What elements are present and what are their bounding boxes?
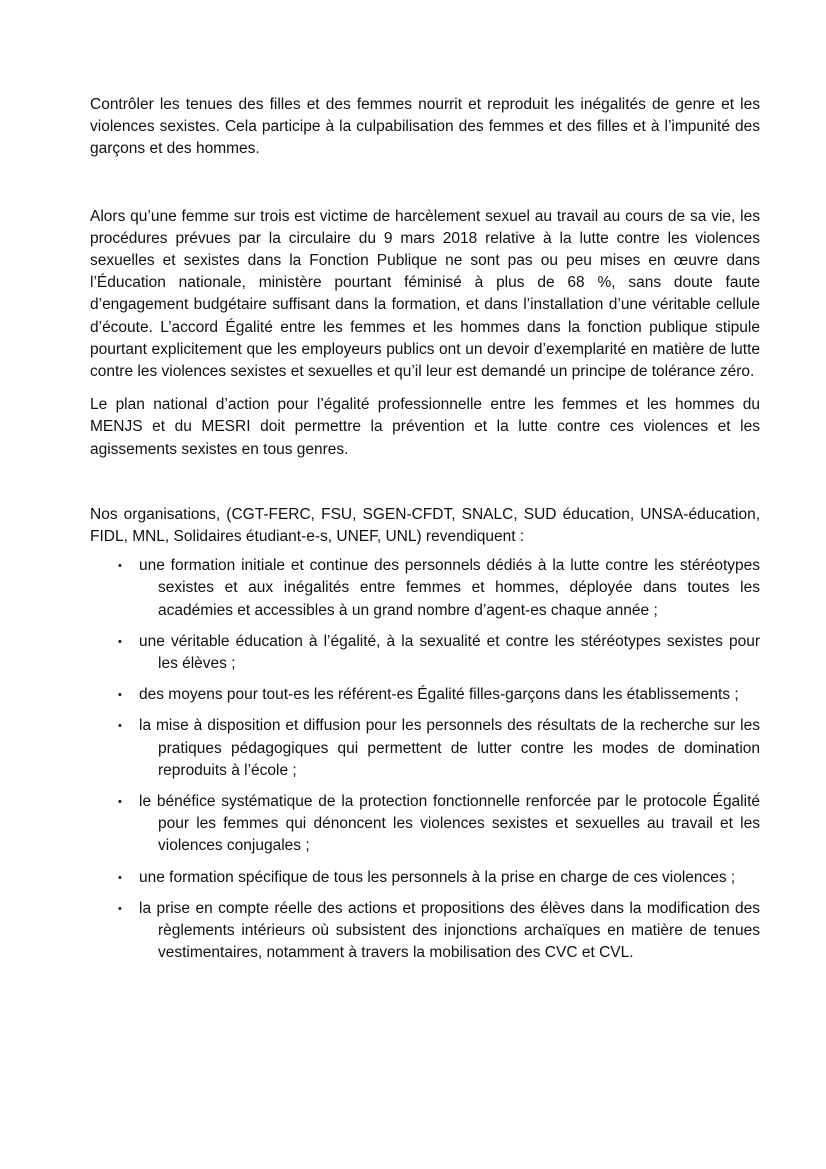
paragraph-organisations: Nos organisations, (CGT-FERC, FSU, SGEN-CFDT, SNALC, SUD éducation, UNSA-éducation, FIDL, MNL, Solidaires étudiant-e-s, UNEF, UNL) revendiquent : — [90, 505, 760, 546]
bullet-icon: • — [118, 871, 122, 884]
list-item-text: une formation initiale et continue des personnels dédiés à la lutte contre les stéréotypes sexistes et aux inégalités entre femmes et hommes, déployée dans toutes les académies et accessibles à un grand nombre d’agent-es chaque année ; — [139, 557, 760, 619]
list-item — [90, 867, 760, 889]
bullet-icon: • — [118, 689, 122, 702]
bullet-icon: • — [118, 635, 122, 648]
list-item — [90, 555, 760, 622]
demands-list — [90, 555, 760, 964]
document-page — [90, 94, 760, 974]
list-item-text: la mise à disposition et diffusion pour les personnels des résultats de la recherche sur les pratiques pédagogiques qui permettent de lutter contre les modes de domination reproduits à l’école ; — [139, 717, 760, 779]
list-item-text: une véritable éducation à l’égalité, à la sexualité et contre les stéréotypes sexistes pour les élèves ; — [139, 632, 760, 673]
list-item-text: une formation spécifique de tous les personnels à la prise en charge de ces violences ; — [139, 868, 736, 886]
bullet-icon: • — [118, 720, 122, 733]
paragraph-harassment: Alors qu’une femme sur trois est victime de harcèlement sexuel au travail au cours de sa vie, les procédures prévues par la circulaire du 9 mars 2018 relative à la lutte contre les violences sexuelles et sexistes dans la Fonction Publique ne sont pas ou peu mises en œuvre dans l’Éducation nationale, ministère pourtant féminisé à plus de 68 %, sans doute faute d’engagement budgétaire suffisant dans la formation, et dans l’installation d’une véritable cellule d’écoute. L’accord Égalité entre les femmes et les hommes dans la fonction publique stipule pourtant explicitement que les employeurs publics ont un devoir d’exemplarité en matière de lutte contre les violences sexistes et sexuelles et qu’il leur est demandé un principe de tolérance zéro. — [90, 207, 760, 381]
list-item — [90, 791, 760, 858]
list-item — [90, 684, 760, 706]
list-item-text: des moyens pour tout-es les référent-es Égalité filles-garçons dans les établissements ; — [139, 686, 739, 704]
list-item-text: la prise en compte réelle des actions et propositions des élèves dans la modification des règlements intérieurs où subsistent des injonctions archaïques en matière de tenues vestimentaires, notamment à travers la mobilisation des CVC et CVL. — [139, 899, 760, 962]
list-item — [90, 715, 760, 782]
list-item — [90, 898, 760, 965]
list-item — [90, 631, 760, 675]
list-item-text: le bénéfice systématique de la protection fonctionnelle renforcée par le protocole Égalité pour les femmes qui dénoncent les violences sexistes et sexuelles au travail et les violences conjugales ; — [139, 793, 760, 855]
bullet-icon: • — [118, 902, 122, 915]
bullet-icon: • — [118, 560, 122, 573]
paragraph-national-plan: Le plan national d’action pour l’égalité professionnelle entre les femmes et les hommes du MENJS et du MESRI doit permettre la prévention et la lutte contre ces violences et les agissements sexistes en tous genres. — [90, 396, 760, 458]
paragraph-intro: Contrôler les tenues des filles et des femmes nourrit et reproduit les inégalités de genre et les violences sexistes. Cela participe à la culpabilisation des femmes et des filles et à l’impunité des garçons et des hommes. — [90, 96, 760, 158]
bullet-icon: • — [118, 796, 122, 809]
